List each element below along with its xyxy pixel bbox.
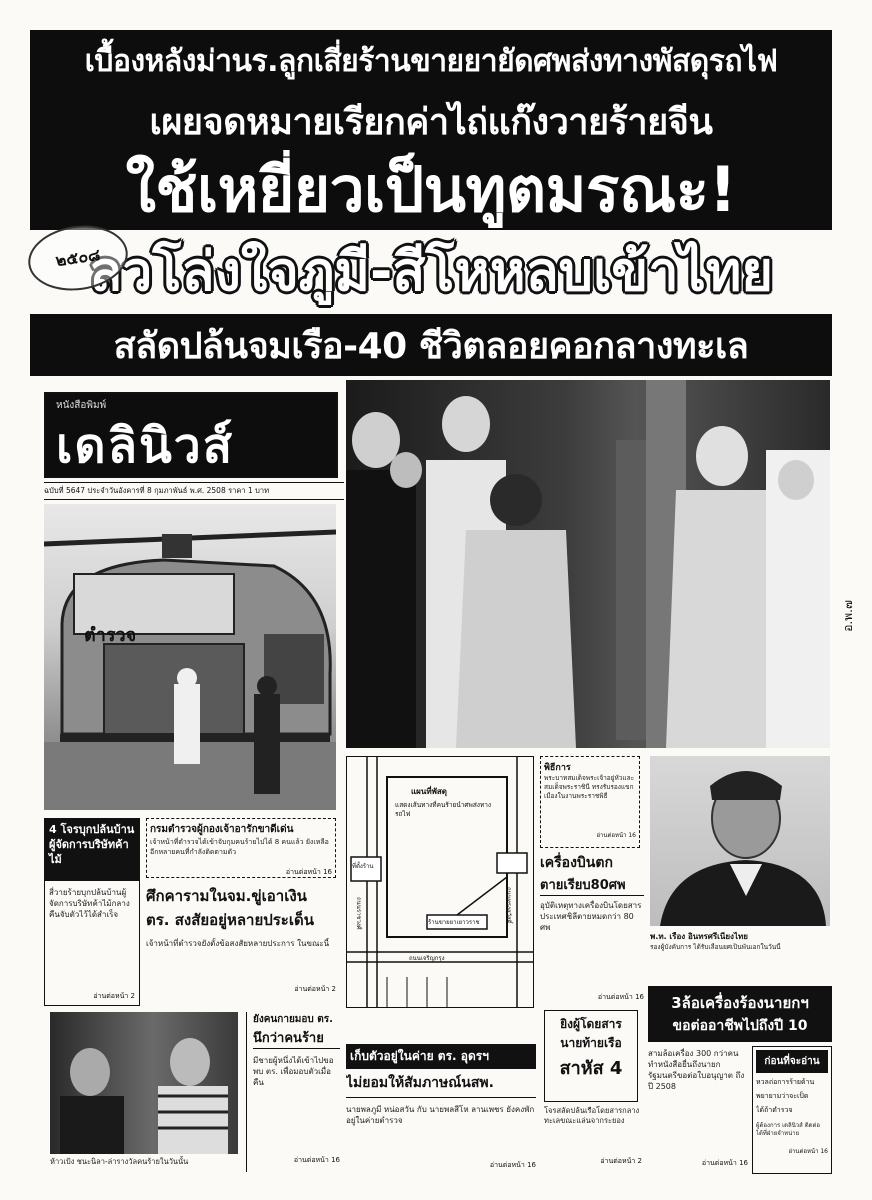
helicopter-icon (44, 504, 336, 810)
plane-crash-sub: ตายเรียบ80ศพ (540, 874, 644, 896)
ceremony-story (540, 756, 640, 848)
taxi-story (648, 1048, 748, 1174)
masthead-title: เดลินิวส์ (56, 418, 235, 474)
taxi-title-1: 3ล้อเครื่องร้องนายกฯ (671, 994, 809, 1012)
helicopter-label: ตำรวจ (84, 625, 137, 646)
reception-figures (346, 380, 830, 748)
surrender-title-2: นึกว่าคนร้าย (253, 1027, 340, 1049)
tribute-story-cont: อ่านต่อหน้า 16 (285, 868, 332, 876)
ceremony-story-title: พิธีการ (544, 763, 571, 773)
index-item-3: ได้ถ้าตำรวจ (756, 1106, 793, 1114)
portrait-photo (650, 756, 830, 926)
bottom-photo-caption: ห้าวเป้ง ชนะนิลา-ล่ารางวัลคนร้ายในวันนั้น (50, 1157, 189, 1166)
index-footer: ผู้ต้องการ เดลินิวส์ ติดต่อได้ที่ฝ่ายจำหน่าย (756, 1122, 821, 1137)
tribute-story-body: เจ้าหน้าที่ตำรวจได้เข้าจับกุมคนร้ายไปได้ 8 คนแล้ว ยังเหลืออีกหลายคนที่กำลังติดตามตัว (150, 838, 329, 856)
plane-crash-title: เครื่องบินตก (540, 855, 613, 871)
theft-story-title-2: ตร. สงสัยอยู่หลายประเด็น (146, 911, 314, 929)
helicopter-photo (44, 504, 336, 810)
tribute-story (146, 818, 336, 878)
map-title: แผนที่พัสดุ (411, 787, 447, 796)
ceremony-story-body: พระบาทสมเด็จพระเจ้าอยู่หัวและสมเด็จพระราชินี ทรงรับรองแขกเมืองในงานพระราชพิธี (544, 774, 635, 800)
ceremony-story-cont: อ่านต่อหน้า 16 (596, 832, 636, 839)
margin-note: อ.พ.๗ (841, 600, 855, 632)
theft-story-title-1: ศึกคารามในจม.ขู่เอาเงิน (146, 887, 307, 905)
camp-story (346, 1044, 536, 1174)
store-map (346, 756, 534, 1008)
camp-title-1: เก็บตัวอยู่ในค่าย ตร. อุดรฯ (346, 1044, 536, 1069)
headline-3 (30, 150, 832, 230)
rob-story-cont: อ่านต่อหน้า 2 (93, 992, 135, 1000)
surrender-title-1: ยังคนกายมอบ ตร. (253, 1014, 333, 1025)
surrender-body: มีชายผู้หนึ่งได้เข้าไปขอพบ ตร. เพื่อมอบตัวเมื่อคืน (253, 1056, 334, 1087)
theft-story-cont: อ่านต่อหน้า 2 (294, 985, 336, 993)
bottom-photo-figures (50, 1012, 238, 1154)
masthead (44, 392, 338, 478)
royal-reception-photo (346, 380, 830, 748)
rob-story-title: 4 โจรบุกปล้นบ้านผู้จัดการบริษัทค้าไม้ (45, 819, 139, 881)
camp-title-2: ไม่ยอมให้สัมภาษณ์นสพ. (346, 1069, 536, 1098)
masthead-small: หนังสือพิมพ์ (56, 400, 107, 411)
portrait-name: พ.ท. เรือง อินทรศรีเนียงไทย (650, 932, 748, 941)
map-store-label: ร้านขายยาเยาวราช (428, 919, 480, 926)
boat-title-1: ยิงผู้โดยสาร (560, 1017, 622, 1031)
headline-5 (30, 314, 832, 376)
taxi-headline (648, 986, 832, 1042)
boat-title-2: นายท้ายเรือ (560, 1036, 622, 1050)
theft-story (146, 884, 336, 1006)
camp-cont: อ่านต่อหน้า 16 (489, 1161, 536, 1169)
index-item-2: พยายามว่าจะเป็ด (756, 1092, 809, 1100)
index-box (752, 1046, 832, 1174)
taxi-body: สามล้อเครื่อง 300 กว่าคน ทำหนังสือยื่นถึงนายกรัฐมนตรีขอต่อใบอนุญาต ถึงปี 2508 (648, 1049, 745, 1091)
boat-story-body-wrap (544, 1106, 642, 1172)
plane-crash-body: อุบัติเหตุทางเครื่องบินโดยสาร ประเทศชิลีตายหมดกว่า 80 ศพ (540, 901, 642, 932)
theft-story-body: เจ้าหน้าที่ตำรวจยังตั้งข้อสงสัยหลายประการ ในขณะนี้ (146, 939, 330, 948)
boat-cont: อ่านต่อหน้า 2 (600, 1157, 642, 1165)
map-caption: ที่ตั้งร้าน (352, 863, 374, 870)
headline-5-text: สลัดปล้นจมเรือ-40 ชีวิตลอยคอกลางทะเล (113, 325, 749, 367)
map-note: แสดงเส้นทางที่คนร้ายนำศพส่งทางรถไฟ (395, 801, 492, 818)
portrait-caption (650, 930, 832, 963)
headline-1-text: เบื้องหลังม่านร.ลูกเสี่ยร้านขายยายัดศพส่งทางพัสดุรถไฟ (84, 43, 778, 79)
index-title: ก่อนที่จะอ่าน (756, 1050, 828, 1073)
rob-story (44, 818, 140, 1006)
headline-4 (30, 232, 832, 310)
map-road-1: ถนนเจริญกรุง (409, 955, 445, 962)
bottom-photo (50, 1012, 238, 1154)
portrait-sub: รองผู้บังคับการ ได้รับเลื่อนยศเป็นพันเอกในวันนี้ (650, 943, 781, 951)
camp-body: นายพลภูมี หน่อสวัน กับ นายพลสีโห ลานเพชร ยังคงพักอยู่ในค่ายตำรวจ (346, 1105, 535, 1125)
headline-4-text: ลวโล่งใจภูมี-สีโหหลบเข้าไทย (88, 240, 774, 303)
headline-2 (30, 92, 832, 150)
surrender-story (246, 1012, 340, 1172)
masthead-issue: ฉบับที่ 5647 ประจำวันอังคารที่ 8 กุมภาพันธ์ พ.ศ. 2508 ราคา 1 บาท (44, 482, 344, 500)
index-cont: อ่านต่อหน้า 16 (788, 1148, 828, 1155)
headline-3-text: ใช้เหยี่ยวเป็นทูตมรณะ! (125, 153, 737, 226)
headline-1 (30, 30, 832, 92)
headline-2-text: เผยจดหมายเรียกค่าไถ่แก๊งวายร้ายจีน (149, 101, 713, 143)
surrender-cont: อ่านต่อหน้า 16 (293, 1156, 340, 1164)
tribute-story-title: กรมตำรวจผู้กองเจ้าอารักขาดีเด่น (150, 824, 294, 835)
map-road-3: ถนนทรงสวัสดิ์ (505, 887, 512, 924)
date-stamp-text: ๒๕๐๘ (54, 244, 102, 270)
boat-story (544, 1010, 638, 1102)
taxi-cont: อ่านต่อหน้า 16 (701, 1159, 748, 1167)
rob-story-body: สี่วายร้ายบุกปล้นบ้านผู้จัดการบริษัทค้าไม้กลางคืนจับตัวไว้ได้สำเร็จ (49, 888, 130, 919)
boat-body: โจรสลัดปล้นเรือโดยสารกลางทะเลขณะแล่นจากระยอง (544, 1106, 640, 1125)
portrait-figure (650, 756, 830, 926)
map-road-2: ถนนราชวงศ์ (355, 897, 362, 930)
taxi-title-2: ขอต่ออาชีพไปถึงปี 10 (672, 1018, 808, 1034)
index-item-1: หวลถ่อการร้ายด้าน (756, 1078, 815, 1086)
plane-crash-story (540, 852, 644, 1002)
boat-title-3: สาหัส 4 (559, 1058, 623, 1079)
plane-crash-cont: อ่านต่อหน้า 16 (597, 993, 644, 1001)
